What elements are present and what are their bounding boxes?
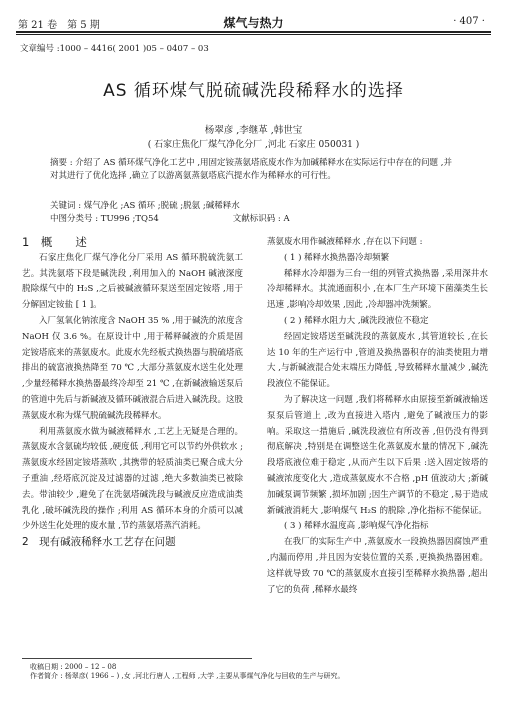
author-bio: 作者简介 : 杨翠彦( 1966 – ) ,女 ,河北行唐人 ,工程师 ,大学 ,主要从事煤气净化与回收的生产与研究。 bbox=[30, 672, 345, 680]
footnote bbox=[30, 663, 490, 681]
paragraph: 为了解决这一问题 ,我们将稀释水由原接至新碱液输送泵泵后管道上 ,改为直接进入塔内 ,避免了碱液压力的影响。采取这一措施后 ,碱洗段液位有所改善 ,但仍没有得到彻底解决 ,特别是在调整送生化蒸氨废水量的情况下 ,碱洗段塔底液位难于稳定 ,从而产生以下后果 :送入固定铵塔的碱液浓度变化大 ,造成蒸氨废水不合格 ,pH 值波动大 ;新碱加碱泵调节频繁 ,损坏加剧 ;因生产调节的不稳定 ,易于造成新碱液消耗大 ,影响煤气 H₂S 的脱除 ,净化指标不能保证。 bbox=[267, 394, 488, 516]
paragraph: 利用蒸氨废水做为碱液稀释水 ,工艺上无疑是合理的。蒸氨废水含氨硫均较低 ,硬度低 ,利用它可以节约外供软水 ;蒸氨废水经固定铵塔蒸吹 ,其携带的轻质油类已聚合成大分子重油 ,经塔底沉淀及过滤器的过滤 ,绝大多数油类已被除去。带油较少 ,避免了在洗氨塔碱洗段与碱液反应造成油类乳化 ,破坏碱洗段的操作 ;利用 AS 循环本身的介质可以减少外送生化处理的废水量 ,节约蒸氨塔蒸汽消耗。 bbox=[22, 426, 243, 532]
article-number: 文章编号 :1000 – 4416( 2001 )05 – 0407 – 03 bbox=[20, 44, 209, 54]
classification-number: 中图分类号 : TU996 ;TQ54 bbox=[50, 214, 159, 224]
journal-name: 煤气与热力 bbox=[223, 16, 284, 30]
paragraph: 稀释水冷却器为三台一组的列管式换热器 ,采用深井水冷却稀释水。其流通面积小 ,在本厂生产环境下菌藻类生长迅速 ,影响冷却效果 ,因此 ,冷却器冲洗频繁。 bbox=[267, 268, 488, 311]
abstract bbox=[50, 157, 460, 183]
page-number: · 407 · bbox=[453, 16, 485, 27]
paragraph: 石家庄焦化厂煤气净化分厂采用 AS 循环脱硫洗氨工艺。其洗氨塔下段是碱洗段 ,利用加入的 NaOH 碱液深度脱除煤气中的 H₂S ,之后被碱液循环泵送至固定铵塔 ,用于分解固定铵盐 [ 1 ]。 bbox=[22, 252, 243, 311]
paragraph: 在我厂的实际生产中 ,蒸氨废水一段换热器因腐蚀严重 ,内漏而停用 ,并且因为安装位置的关系 ,更换换热器困难。这样就导致 70 ℃的蒸氨废水直接引至稀释水换热器 ,超出了它的负荷 ,稀释水最终 bbox=[267, 537, 488, 595]
item-2-heading: ( 2 ) 稀释水阻力大 ,碱洗段液位不稳定 bbox=[284, 315, 429, 326]
classification-line bbox=[50, 213, 460, 226]
footnote-rule bbox=[22, 658, 252, 659]
authors: 杨翠彦 ,李继革 ,韩世宝 bbox=[204, 125, 303, 136]
document-code: 文献标识码 : A bbox=[232, 214, 290, 224]
section-1-heading: 1 概 述 bbox=[22, 235, 87, 249]
item-1-heading: ( 1 ) 稀释水换热器冷却频繁 bbox=[284, 252, 390, 263]
affiliation: ( 石家庄焦化厂煤气净化分厂 ,河北 石家庄 050031 ) bbox=[147, 140, 360, 150]
paragraph: 经固定铵塔送至碱洗段的蒸氨废水 ,其管道较长 ,在长达 10 年的生产运行中 ,管道及换热器积存的油类使阻力增大 ,与新碱液混合处末端压力降低 ,导致稀释水量减少 ,碱洗段液位不能保证。 bbox=[267, 331, 488, 390]
running-header bbox=[16, 10, 491, 32]
paper-title: AS 循环煤气脱硫碱洗段稀释水的选择 bbox=[103, 81, 404, 101]
paragraph: 蒸氨废水用作碱液稀释水 ,存在以下问题 : bbox=[267, 237, 423, 247]
header-rule-thick bbox=[16, 31, 491, 33]
abstract-text: 摘要 : 介绍了 AS 循环煤气净化工艺中 ,用固定铵蒸氨塔底废水作为加碱稀释水在实际运行中存在的问题 ,并对其进行了优化选择 ,确立了以游离氨蒸氨塔底汽提水作为稀释水的可行性。 bbox=[50, 158, 452, 181]
right-column bbox=[267, 235, 488, 598]
item-3-heading: ( 3 ) 稀释水温度高 ,影响煤气净化指标 bbox=[284, 521, 429, 532]
left-column bbox=[22, 235, 243, 551]
header-rule-thin bbox=[16, 34, 491, 35]
received-date: 收稿日期 : 2000 – 12 – 08 bbox=[30, 663, 117, 671]
issue-label: 第 21 卷 第 5 期 bbox=[18, 20, 100, 31]
keywords: 关键词 : 煤气净化 ;AS 循环 ;脱硫 ;脱氨 ;碱稀释水 bbox=[50, 201, 240, 211]
section-2-heading: 2 现有碱液稀释水工艺存在问题 bbox=[22, 536, 176, 549]
paragraph: 入厂氢氧化钠浓度含 NaOH 35 % ,用于碱洗的浓度含 NaOH 仅 3.6 %。在原设计中 ,用于稀释碱液的介质是固定铵塔底来的蒸氨废水。此废水先经板式换热器与脱硫塔底排出的硫富液换热降至 70 ℃ ,大部分蒸氨废水送生化处理 ,少量经稀释水换热器最终冷却至 21 ℃ ,在新碱液输送泵后的管道中先后与新碱液及循环碱液混合后进入碱洗段。这股蒸氨废水称为煤气脱硫碱洗段稀释水。 bbox=[22, 315, 244, 421]
